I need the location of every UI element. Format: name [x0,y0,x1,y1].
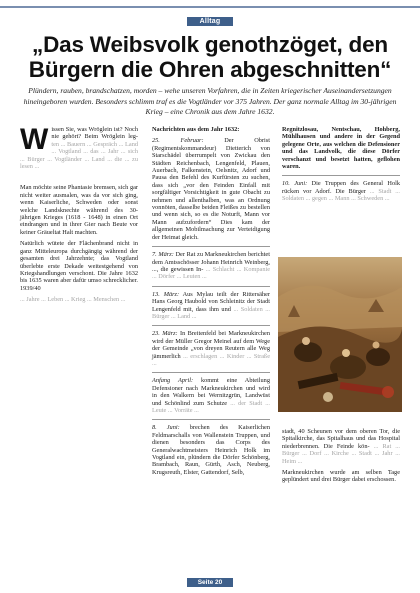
body-text-faded: ... Rat ... Bürger ... Dorf ... Kirche ... Stadt ... Jahr ... Heim ... [282,442,400,465]
article-column-3-lower [282,428,400,488]
entry-date: 10. Juni: [282,180,308,188]
chronicle-entry [152,424,270,476]
entry-date: 25. Februar: [152,137,204,145]
entry-text-faded: ... Schlacht ... Kompanie ... Dörfer ... Leuten ... [152,265,271,281]
battle-painting [278,257,402,412]
lead-paragraph: Plündern, rauben, brandschatzen, morden – wehe unseren Vorfahren, die in Zeiten kriegerischer Auseinandersetzungen hineingeboren wurden. Besonders schlimm traf es die Vogtländer vor 375 Jahren. Der ganz normale Alltag im 30-jährigen Krieg – eine Chronik aus dem Jahre 1632. [23,86,397,117]
entry-date: 23. März: [152,330,178,338]
chronicle-entry [152,330,270,367]
body-paragraph: Natürlich wütete der Flächenbrand nicht in ganz Mitteleuropa durchgängig während der gesamten drei Jahrzehnte; das Vogtland überlebte erste Dekade weitestgehend von Kriegshandlungen verschont. Die Jahre 1632 bis 1635 waren aber dafür umso schrecklicher. 1939/40 [20,240,138,292]
entry-text-faded: ... erschlagen ... Kinder ... Straße ... [152,352,270,367]
chronicle-continuation: Regnitzlosau, Nentschau, Hohberg, Mühlhausen und andere in der Gegend gelegene Orte, aus welchen die Defensioner und das Landvolk, die diese Dörfer verschanzt und besetzt hatten, geflohen waren. [282,126,400,171]
entry-text: kommt eine Abteilung Defensioner nach Markneukirchen und wird in den Walkern bei Wernitzgrün, Landwüst und Schönlind zum Schutze [152,377,270,407]
top-rule [0,6,420,8]
chronicle-entry [152,291,270,321]
entry-text: Die Truppen des General Holk rücken vor Adorf. Die Bürger [282,180,400,195]
section-tag: Alltag [187,17,233,26]
intro-paragraph [20,123,138,171]
headline: „Das Weibsvolk genothzöget, den Bürgern die Ohren abgeschnitten“ [28,32,392,82]
entry-text: Der Rat zu Markneukirchen berichtet dem Amtsschösser Johann Heinrich Weinberg, ..., die gewissen In- [152,251,270,273]
body-paragraph: Markneukirchen wurde am selben Tage geplündert und drei Bürger dabei erschossen. [282,469,400,484]
divider [152,325,270,326]
intro-text-faded: ten ... Bauern ... Gespräch ... Land ... Vogtland ... das ... Jahr ... sich ... Bürger ... Vogtländer ... Land ... die ... zu lesen ... [20,140,138,171]
body-paragraph: Man möchte seine Phantasie bremsen, sich gar nicht weiter ausmalen, was da vor sich ging, wenn Kaiserliche, Schweden oder sonst welche Landsknechte während des 30-jährigen Krieges (1618 - 1648) in einen Ort eindrangen und in ihrer Gier nach Beute vor keiner Gräueltat Halt machten. [20,184,138,236]
page-number: Seite 20 [187,578,233,587]
chronicle-entry [152,251,270,281]
entry-date: 8. Juni: [152,424,180,432]
intro-text: issen Sie, was Wröglein ist? Noch nie gehört? Beim Wröglein leg- [51,126,138,141]
article-column-2 [152,126,270,480]
drop-cap: W [20,123,49,156]
divider [152,246,270,247]
entry-text: brechen des Kaiserlichen Feldmarschalls von Wallenstein Truppen, und dienen besonders das Corps des Generalwachtmeisters Heinrich Holk im Vogtland ein, plündern die Dörfer Schönberg, Brambach, Raun, Gürth, Asch, Neuberg, Krugsreuth, Elster, Gattendorf, Selb, [152,424,270,476]
divider [152,286,270,287]
entry-date: 13. März: [152,290,180,298]
entry-text-faded: ... Stadt ... Soldaten ... gegen ... Mann ... Schweden ... [282,187,400,203]
chronicle-entry [282,180,400,202]
article-column-1 [20,123,138,308]
entry-text: In Breitenfeld bei Markneukirchen wird der Müller Gregor Meinel auf dem Wege der Gemeinde „von dreyen Reutern alle Weg jämmerlich [152,330,270,360]
body-paragraph-faded: ... Jahre ... Leben ... Krieg ... Menschen ... [20,296,126,304]
entry-text: Der Obrist (Regimentskommandeur) Dietterich von Starschädel überrumpelt von Zwickau den Städten Reichenbach, Lengenfeld, Plauen, Auerbach, Falkenstein, Oelsnitz, Adorf und Pausa den Befehl des Kurfürsten zu suchen, dass sich „vor den Feinden Einfall mit sorgfältiger Vorsichtigkeit in gute Obacht zu nehmen und allenthalben, was an Ordnung vonnöten, dasselbe beiden Fleißes zu bestellen und wenn sich, so es die Noturft, Mann vor Mann aufzufordern“ Dies kam der allgemeinen Mobilmachung zur Verteidigung der Heimat gleich. [152,137,271,241]
chronicle-entry [152,377,270,414]
entry-text-faded: ... der Stadt ... Leute ... Vorräte ... [152,399,271,414]
entry-date: Anfang April: [152,377,194,385]
article-column-3 [282,126,400,207]
entry-text: Aus Mylau teilt der Rittersäher Hans Georg Haubold von Schleinitz der Stadt Lengenfeld mit, dass ihm und [152,290,271,313]
entry-text-faded: ... Soldaten ... Bürger ... Land ... [152,305,270,320]
divider [152,419,270,420]
body-paragraph [282,428,400,465]
chronicle-heading: Nachrichten aus dem Jahr 1632: [152,126,240,133]
body-text: stadt, 40 Scheunen vor dem oberen Tor, die Spitalkirche, das Spitalhaus und das Hospital niederbrennen. Die Feinde kön- [282,428,400,450]
entry-date: 7. März: [152,251,174,259]
chronicle-entry [152,137,270,241]
divider [282,175,400,176]
divider [152,372,270,373]
